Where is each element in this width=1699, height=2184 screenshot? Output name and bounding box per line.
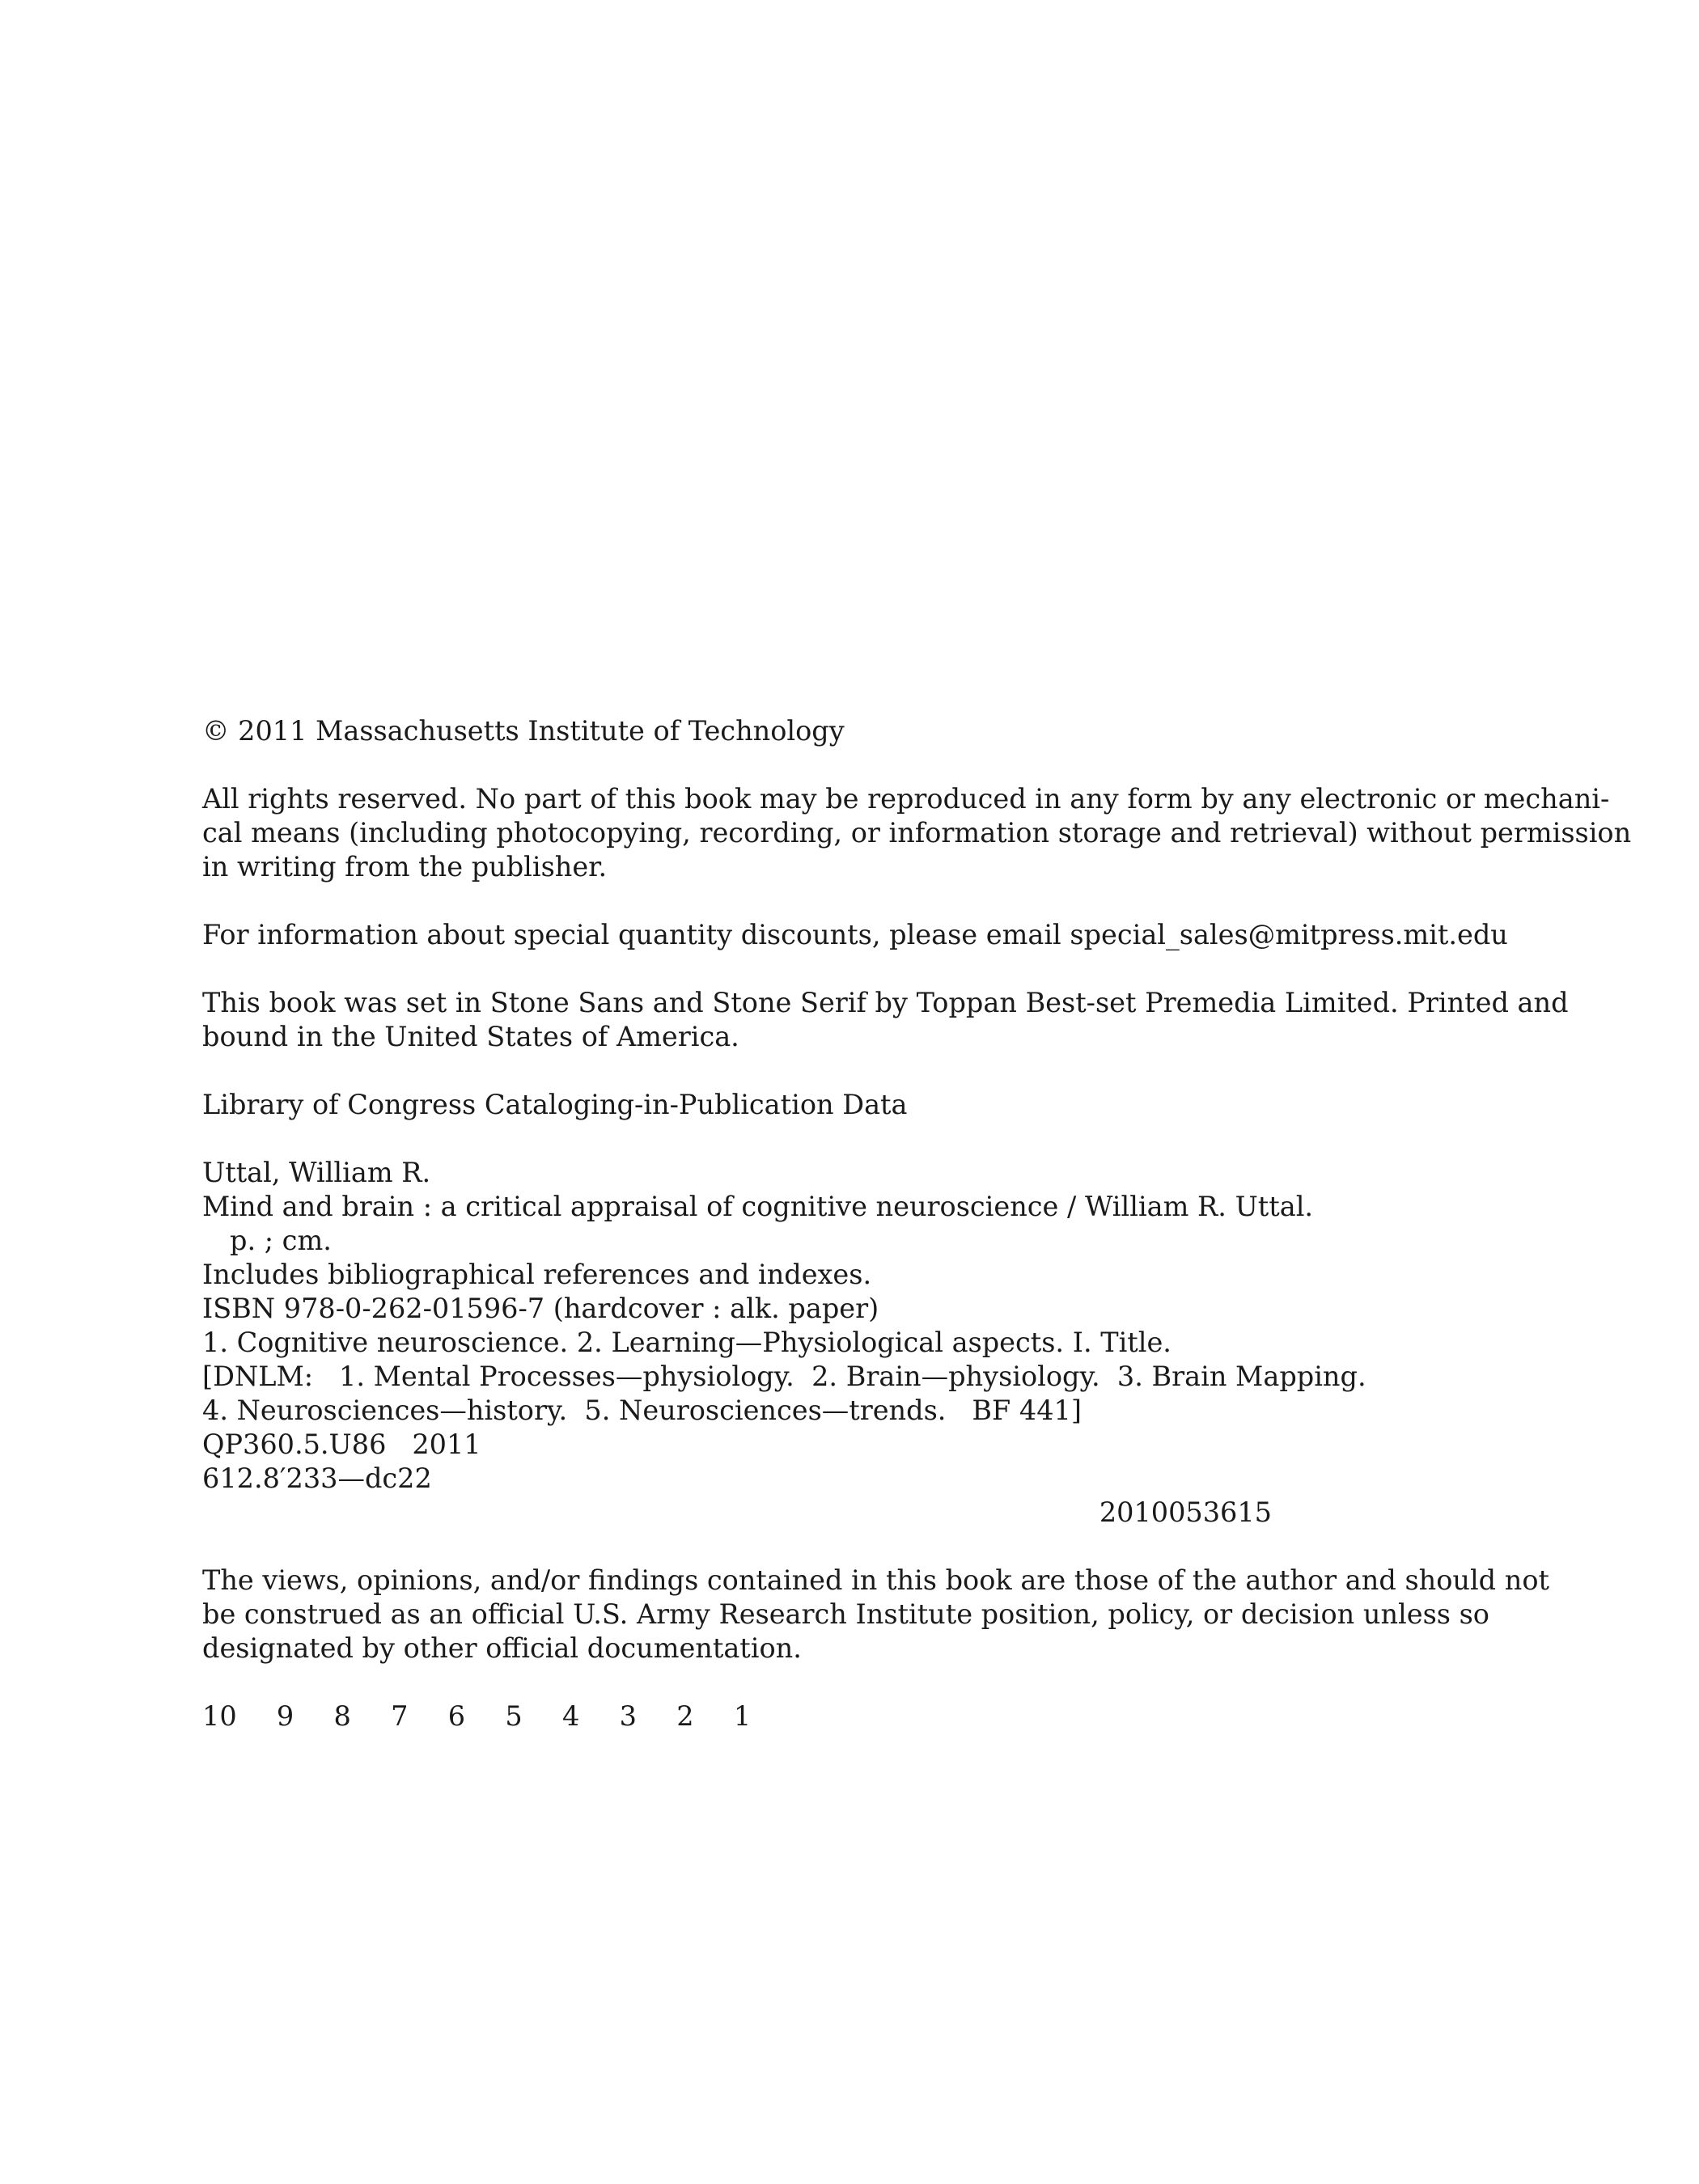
cip-dnlm-line-2: 4. Neurosciences—history. 5. Neurosciences—trends. BF 441] [202, 1395, 1082, 1426]
cip-author: Uttal, William R. [202, 1157, 431, 1188]
disclaimer-line-2: be construed as an official U.S. Army Research Institute position, policy, or decision unless so [202, 1598, 1489, 1630]
typesetting-line-2: bound in the United States of America. [202, 1021, 739, 1052]
cip-lc-call-number: QP360.5.U86 2011 [202, 1428, 481, 1460]
cip-subjects: 1. Cognitive neuroscience. 2. Learning—Physiological aspects. I. Title. [202, 1327, 1172, 1358]
copyright-notice: © 2011 Massachusetts Institute of Technology [202, 715, 845, 747]
discounts-notice: For information about special quantity discounts, please email special_sales@mitpress.mit.edu [202, 919, 1508, 950]
cip-heading: Library of Congress Cataloging-in-Publication Data [202, 1089, 908, 1120]
cip-isbn: ISBN 978-0-262-01596-7 (hardcover : alk. paper) [202, 1293, 879, 1324]
rights-paragraph [202, 782, 1632, 884]
printing-line: 10 9 8 7 6 5 4 3 2 1 [202, 1700, 752, 1732]
copyright-page [202, 714, 1632, 1733]
typesetting-line-1: This book was set in Stone Sans and Stone Serif by Toppan Best-set Premedia Limited. Printed and [202, 987, 1569, 1018]
cip-title: Mind and brain : a critical appraisal of cognitive neuroscience / William R. Uttal. [202, 1191, 1314, 1222]
cip-physical-description: p. ; cm. [230, 1225, 332, 1256]
typesetting-paragraph [202, 986, 1569, 1054]
disclaimer-line-3: designated by other official documentation. [202, 1632, 802, 1664]
rights-line-1: All rights reserved. No part of this book may be reproduced in any form by any electronic or mechani- [202, 783, 1610, 815]
cip-dewey-number: 612.8′233—dc22 [202, 1462, 432, 1494]
cip-record [202, 1156, 1497, 1530]
cip-bibliography-note: Includes bibliographical references and indexes. [202, 1259, 872, 1290]
rights-line-3: in writing from the publisher. [202, 851, 608, 882]
disclaimer-line-1: The views, opinions, and/or findings contained in this book are those of the author and should not [202, 1564, 1549, 1596]
cip-dnlm-line-1: [DNLM: 1. Mental Processes—physiology. 2. Brain—physiology. 3. Brain Mapping. [202, 1361, 1366, 1392]
cip-lccn: 2010053615 [1099, 1496, 1272, 1528]
disclaimer-paragraph [202, 1564, 1549, 1666]
rights-line-2: cal means (including photocopying, recording, or information storage and retrieval) without permission [202, 817, 1632, 849]
